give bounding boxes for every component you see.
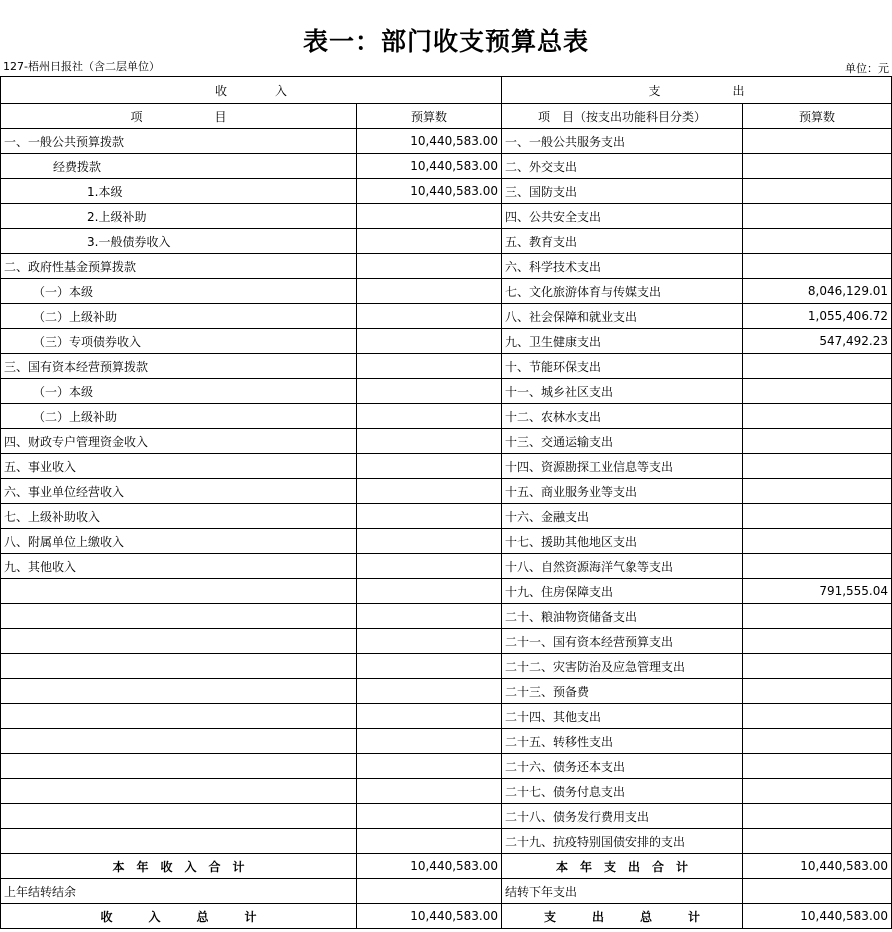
expense-item: 四、公共安全支出 — [502, 204, 743, 229]
expense-value — [743, 679, 892, 704]
income-value — [357, 679, 502, 704]
income-item: 3.一般债券收入 — [1, 229, 357, 254]
income-value — [357, 504, 502, 529]
expense-item: 十五、商业服务业等支出 — [502, 479, 743, 504]
income-item: （二）上级补助 — [1, 404, 357, 429]
income-section-header: 收 入 — [1, 77, 502, 104]
expense-item: 二十二、灾害防治及应急管理支出 — [502, 654, 743, 679]
expense-item: 十八、自然资源海洋气象等支出 — [502, 554, 743, 579]
grand-total-row — [1, 904, 892, 929]
table-row — [1, 629, 892, 654]
expense-value — [743, 479, 892, 504]
table-row — [1, 604, 892, 629]
currency-unit: 单位：元 — [845, 62, 889, 75]
table-row — [1, 429, 892, 454]
expense-value — [743, 454, 892, 479]
table-row — [1, 204, 892, 229]
expense-value — [743, 629, 892, 654]
table-row — [1, 354, 892, 379]
income-value — [357, 454, 502, 479]
expense-value — [743, 829, 892, 854]
expense-value — [743, 754, 892, 779]
carry-out-label: 结转下年支出 — [502, 879, 743, 904]
expense-value — [743, 704, 892, 729]
table-row — [1, 454, 892, 479]
table-row — [1, 779, 892, 804]
expense-item: 十四、资源勘探工业信息等支出 — [502, 454, 743, 479]
income-item — [1, 829, 357, 854]
table-row — [1, 679, 892, 704]
year-income-total-value: 10,440,583.00 — [357, 854, 502, 879]
income-value — [357, 629, 502, 654]
expense-item: 十七、援助其他地区支出 — [502, 529, 743, 554]
income-item: （三）专项债券收入 — [1, 329, 357, 354]
expense-value — [743, 729, 892, 754]
income-item: 经费拨款 — [1, 154, 357, 179]
income-value — [357, 529, 502, 554]
year-total-row — [1, 854, 892, 879]
expense-item: 一、一般公共服务支出 — [502, 129, 743, 154]
income-budget-header: 预算数 — [357, 104, 502, 129]
table-row — [1, 329, 892, 354]
income-item — [1, 804, 357, 829]
table-row — [1, 754, 892, 779]
income-item — [1, 704, 357, 729]
expense-item: 七、文化旅游体育与传媒支出 — [502, 279, 743, 304]
expense-budget-header: 预算数 — [743, 104, 892, 129]
expense-value — [743, 354, 892, 379]
expense-item: 十二、农林水支出 — [502, 404, 743, 429]
income-value — [357, 754, 502, 779]
carry-over-row — [1, 879, 892, 904]
table-row — [1, 804, 892, 829]
income-value — [357, 554, 502, 579]
expense-value — [743, 779, 892, 804]
income-item — [1, 679, 357, 704]
income-value — [357, 604, 502, 629]
table-row — [1, 554, 892, 579]
year-expense-total-value: 10,440,583.00 — [743, 854, 892, 879]
table-row — [1, 304, 892, 329]
income-value: 10,440,583.00 — [357, 129, 502, 154]
expense-value — [743, 529, 892, 554]
table-row — [1, 379, 892, 404]
income-item: 1.本级 — [1, 179, 357, 204]
expense-value — [743, 504, 892, 529]
expense-item: 十六、金融支出 — [502, 504, 743, 529]
expense-item: 二十九、抗疫特别国债安排的支出 — [502, 829, 743, 854]
expense-value — [743, 229, 892, 254]
income-value — [357, 729, 502, 754]
income-item: （一）本级 — [1, 379, 357, 404]
income-item: 八、附属单位上缴收入 — [1, 529, 357, 554]
income-item: （二）上级补助 — [1, 304, 357, 329]
expense-value — [743, 254, 892, 279]
income-item — [1, 579, 357, 604]
column-header-row — [1, 104, 892, 129]
income-value — [357, 804, 502, 829]
organization-name: 127-梧州日报社（含二层单位） — [3, 60, 160, 73]
income-item: 七、上级补助收入 — [1, 504, 357, 529]
table-row — [1, 404, 892, 429]
expense-value — [743, 379, 892, 404]
income-value — [357, 379, 502, 404]
income-item: 四、财政专户管理资金收入 — [1, 429, 357, 454]
budget-table — [0, 76, 892, 929]
carry-in-label: 上年结转结余 — [1, 879, 357, 904]
expense-value: 791,555.04 — [743, 579, 892, 604]
expense-item: 三、国防支出 — [502, 179, 743, 204]
income-item — [1, 654, 357, 679]
expense-grand-total-label: 支 出 总 计 — [502, 904, 743, 929]
table-row — [1, 279, 892, 304]
income-value — [357, 304, 502, 329]
expense-item: 二、外交支出 — [502, 154, 743, 179]
income-value — [357, 279, 502, 304]
income-value — [357, 204, 502, 229]
income-value — [357, 254, 502, 279]
income-value — [357, 229, 502, 254]
expense-item: 二十、粮油物资储备支出 — [502, 604, 743, 629]
expense-item: 二十五、转移性支出 — [502, 729, 743, 754]
income-value: 10,440,583.00 — [357, 179, 502, 204]
income-grand-total-value: 10,440,583.00 — [357, 904, 502, 929]
table-row — [1, 229, 892, 254]
expense-item: 六、科学技术支出 — [502, 254, 743, 279]
table-row — [1, 504, 892, 529]
income-value — [357, 579, 502, 604]
income-value: 10,440,583.00 — [357, 154, 502, 179]
expense-item: 二十七、债务付息支出 — [502, 779, 743, 804]
expense-value — [743, 154, 892, 179]
table-row — [1, 129, 892, 154]
income-item: 二、政府性基金预算拨款 — [1, 254, 357, 279]
income-item: 九、其他收入 — [1, 554, 357, 579]
expense-item: 十九、住房保障支出 — [502, 579, 743, 604]
expense-value — [743, 179, 892, 204]
income-item: （一）本级 — [1, 279, 357, 304]
income-value — [357, 779, 502, 804]
expense-value — [743, 804, 892, 829]
expense-value — [743, 129, 892, 154]
income-item — [1, 779, 357, 804]
expense-item-header: 项 目（按支出功能科目分类） — [502, 104, 743, 129]
income-item — [1, 754, 357, 779]
income-item-header: 项 目 — [1, 104, 357, 129]
income-item: 五、事业收入 — [1, 454, 357, 479]
expense-item: 十三、交通运输支出 — [502, 429, 743, 454]
expense-item: 九、卫生健康支出 — [502, 329, 743, 354]
year-income-total-label: 本 年 收 入 合 计 — [1, 854, 357, 879]
income-value — [357, 404, 502, 429]
subheader — [0, 58, 892, 74]
expense-value: 8,046,129.01 — [743, 279, 892, 304]
carry-in-value — [357, 879, 502, 904]
table-row — [1, 529, 892, 554]
expense-item: 八、社会保障和就业支出 — [502, 304, 743, 329]
expense-value — [743, 604, 892, 629]
expense-item: 十、节能环保支出 — [502, 354, 743, 379]
table-row — [1, 829, 892, 854]
expense-section-header: 支 出 — [502, 77, 892, 104]
expense-value — [743, 404, 892, 429]
expense-item: 二十四、其他支出 — [502, 704, 743, 729]
table-row — [1, 729, 892, 754]
expense-grand-total-value: 10,440,583.00 — [743, 904, 892, 929]
income-item: 一、一般公共预算拨款 — [1, 129, 357, 154]
expense-item: 五、教育支出 — [502, 229, 743, 254]
income-grand-total-label: 收 入 总 计 — [1, 904, 357, 929]
table-row — [1, 579, 892, 604]
income-value — [357, 329, 502, 354]
income-item: 三、国有资本经营预算拨款 — [1, 354, 357, 379]
income-item: 六、事业单位经营收入 — [1, 479, 357, 504]
page-title: 表一：部门收支预算总表 — [302, 27, 589, 56]
expense-value: 547,492.23 — [743, 329, 892, 354]
expense-item: 二十八、债务发行费用支出 — [502, 804, 743, 829]
income-value — [357, 829, 502, 854]
expense-item: 二十一、国有资本经营预算支出 — [502, 629, 743, 654]
income-value — [357, 479, 502, 504]
expense-item: 二十三、预备费 — [502, 679, 743, 704]
expense-value — [743, 654, 892, 679]
income-item — [1, 629, 357, 654]
table-row — [1, 654, 892, 679]
income-value — [357, 354, 502, 379]
expense-value: 1,055,406.72 — [743, 304, 892, 329]
income-item — [1, 604, 357, 629]
section-header-row — [1, 77, 892, 104]
table-row — [1, 154, 892, 179]
expense-item: 二十六、债务还本支出 — [502, 754, 743, 779]
table-row — [1, 479, 892, 504]
income-item: 2.上级补助 — [1, 204, 357, 229]
income-value — [357, 654, 502, 679]
expense-value — [743, 204, 892, 229]
carry-out-value — [743, 879, 892, 904]
income-value — [357, 704, 502, 729]
expense-value — [743, 429, 892, 454]
expense-item: 十一、城乡社区支出 — [502, 379, 743, 404]
table-row — [1, 179, 892, 204]
year-expense-total-label: 本 年 支 出 合 计 — [502, 854, 743, 879]
income-value — [357, 429, 502, 454]
table-row — [1, 254, 892, 279]
income-item — [1, 729, 357, 754]
expense-value — [743, 554, 892, 579]
table-row — [1, 704, 892, 729]
